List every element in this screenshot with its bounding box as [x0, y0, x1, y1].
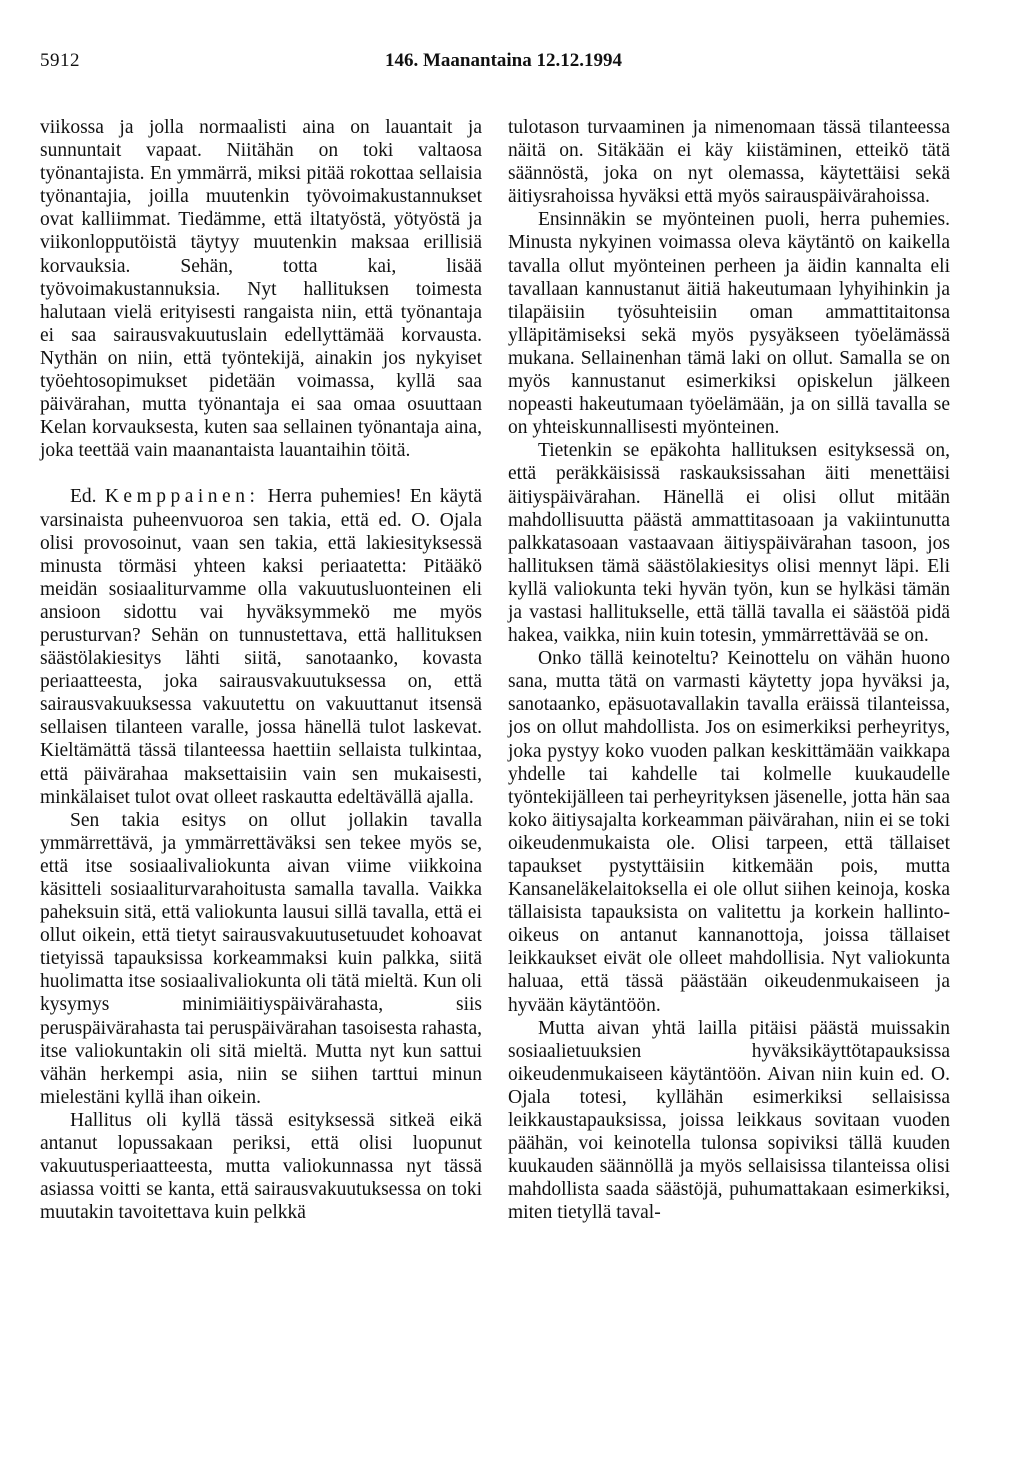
- paragraph: Sen takia esitys on ollut jollakin tavalla ymmärrettävä, ja ymmärrettäväksi sen tekee myös se, että itse sosiaalivaliokunta aivan viime viikkoina käsitteli sosiaaliturvarahoitusta samalla tavalla. Vaikka paheksuin sitä, että valiokunta lausui sillä tavalla, että ei ollut oikein, että tietyt sairausvakuutusetuudet kohoavat tietyissä tapauksissa korkeammaksi kuin palkka, siitä huolimatta itse sosiaalivaliokunta oli tätä mieltä. Kun oli kysymys minimiäitiyspäivärahasta, siis peruspäivärahasta tai peruspäivärahan tasoisesta rahasta, itse valiokuntakin oli sitä mieltä. Mutta nyt kun sattui vähän herkempi asia, niin se siihen tarttui minun mielestäni kyllä ihan oikein.: [40, 809, 482, 1108]
- paragraph: Onko tällä keinoteltu? Keinottelu on vähän huono sana, mutta tätä on varmasti käytetty jopa hyväksi ja, sanotaanko, epäsuotavallakin tavalla eräissä tilanteissa, jos on ollut mahdollista. Jos on esimerkiksi perheyritys, joka pystyy koko vuoden palkan keskittämään vaikkapa yhdelle tai kahdelle tai kolmelle kuukaudelle työntekijälleen tai perheyrityksen jäsenelle, jotta hän saa koko äitiysajalta korkeamman päivärahan, niin ei se toki oikeudenmukaista ole. Olisi tarpeen, että tällaiset tapaukset pystyttäisiin kitkemään pois, mutta Kansaneläkelaitoksella ei ole ollut siihen keinoja, koska tällaisista tapauksista on valitettu ja korkein hallinto-oikeus on antanut kannanottoja, joissa tällaiset leikkaukset eivät ole olleet mahdollisia. Nyt valiokunta haluaa, että tässä päästään oikeudenmukaiseen ja hyvään käytäntöön.: [508, 648, 950, 1016]
- paragraph: Mutta aivan yhtä lailla pitäisi päästä muissakin sosiaalietuuksien hyväksikäyttötapauksissa oikeudenmukaiseen käytäntöön. Aivan niin kuin ed. O. Ojala totesi, kyllähän esimerkiksi sellaisissa leikkaustapauksissa, joissa leikkaus sovitaan vuoden päähän, voi keinotella tulonsa sopiviksi tällä kuuden kuukauden säännöllä ja myös sellaisissa tilanteissa olisi mahdollista saada säästöjä, puhumattakaan esimerkiksi, miten tietyllä taval-: [508, 1017, 950, 1224]
- page-number: 5912: [40, 50, 80, 71]
- paragraph: Tietenkin se epäkohta hallituksen esityksessä on, että peräkkäisissä raskauksissahan äiti menettäisi äitiyspäivärahan. Hänellä ei olisi ollut mitään mahdollisuutta päästä ammattitasoaan ja vakiintunutta palkkatasoaan vastaavaan äitiyspäivärahan tasoon, jos hallituksen tämä säästölakiesitys olisi mennyt läpi. Eli kyllä valiokunta teki hyvän työn, kun se hylkäsi tämän ja vastasi hallitukselle, että tällä tavalla ei säästöä pidä hakea, vaikka, niin kuin totesin, ymmärrettävää se on.: [508, 440, 950, 647]
- session-title: 146. Maanantaina 12.12.1994: [385, 50, 622, 71]
- speaker-name: Kemppainen:: [104, 486, 260, 508]
- paragraph: tulotason turvaaminen ja nimenomaan tässä tilanteessa näitä on. Sitäkään ei käy kiistäminen, etteikö tätä säännöstä, joka on nyt olemassa, käytettäisi sekä äitiysrahoissa hyväksi että myös sairauspäivärahoissa.: [508, 117, 950, 208]
- paragraph: Hallitus oli kyllä tässä esityksessä sitkeä eikä antanut lopussakaan periksi, että olisi luopunut vakuutusperiaatteesta, mutta valiokunnassa nyt tässä asiassa voitti se kanta, että sairausvakuutuksessa on toki muutakin tavoitettava kuin pelkkä: [40, 1109, 482, 1224]
- paragraph: Ensinnäkin se myönteinen puoli, herra puhemies. Minusta nykyinen voimassa oleva käytäntö on kaikella tavalla ollut myönteinen perheen ja äidin kannalta eli tavallaan kannustanut äitiä hakeutumaan lyhyihinkin ja tilapäisiin työsuhteisiin oman ammattitaitonsa ylläpitämiseksi sekä myös pysyäkseen työelämässä mukana. Sellainenhan tämä laki on ollut. Samalla se on myös kannustanut esimerkiksi opiskelun jälkeen nopeasti hakeutumaan työelämään, ja on sillä tavalla se on yhteiskunnallisesti myönteinen.: [508, 209, 950, 439]
- right-column: [508, 116, 950, 1225]
- left-column: [40, 116, 482, 1224]
- speech-text: Herra puhemies! En käytä varsinaista puheenvuoroa sen takia, että ed. O. Ojala olisi provosoinut, vaan sen takia, että lakiesityksessä minusta törmäsi yhteen kaksi periaatetta: Pitääkö meidän sosiaaliturvamme olla vakuutusluonteinen eli ansioon sidottu vai hyväksymmekö me myös perusturvan? Sehän on tunnustettava, että hallituksen säästölakiesitys lähti siitä, sanotaanko, kovasta periaatteesta, joka sairausvakuutuksessa on, että sairausvakuuksessa vakuutettu on vakuuttanut itsensä sellaisen tilanteen varalle, jossa hänellä tulot laskevat. Kieltämättä tässä tilanteessa haettiin sellaista tulkintaa, että päivärahaa maksettaisiin vain sen mukaisesti, minkälaiset tulot ovat olleet raskautta edeltävällä ajalla.: [40, 486, 483, 808]
- speech-paragraph: [40, 485, 482, 808]
- page-header: [40, 50, 980, 76]
- paragraph: viikossa ja jolla normaalisti aina on lauantait ja sunnuntait vapaat. Niitähän on toki valtaosa työnantajista. En ymmärrä, miksi pitää rokottaa sellaisia työnantajia, joilla muutenkin työvoimakustannukset ovat kalliimmat. Tiedämme, että iltatyöstä, yötyöstä ja viikonlopputöistä täytyy muutenkin maksaa erillisiä korvauksia. Sehän, totta kai, lisää työvoimakustannuksia. Nyt hallituksen toimesta halutaan vielä erityisesti rangaista niin, että työnantaja ei saa sairausvakuutuslain edellyttämää korvausta. Nythän on niin, että työntekijä, ainakin jos nykyiset työehtosopimukset pidetään voimassa, kyllä saa päivärahan, mutta työnantaja ei saa omaa osuuttaan Kelan korvauksesta, kuten saa sellainen työnantaja aina, joka teettää vain maanantaista lauantaihin töitä.: [40, 117, 482, 462]
- speech-prefix: Ed.: [70, 486, 97, 508]
